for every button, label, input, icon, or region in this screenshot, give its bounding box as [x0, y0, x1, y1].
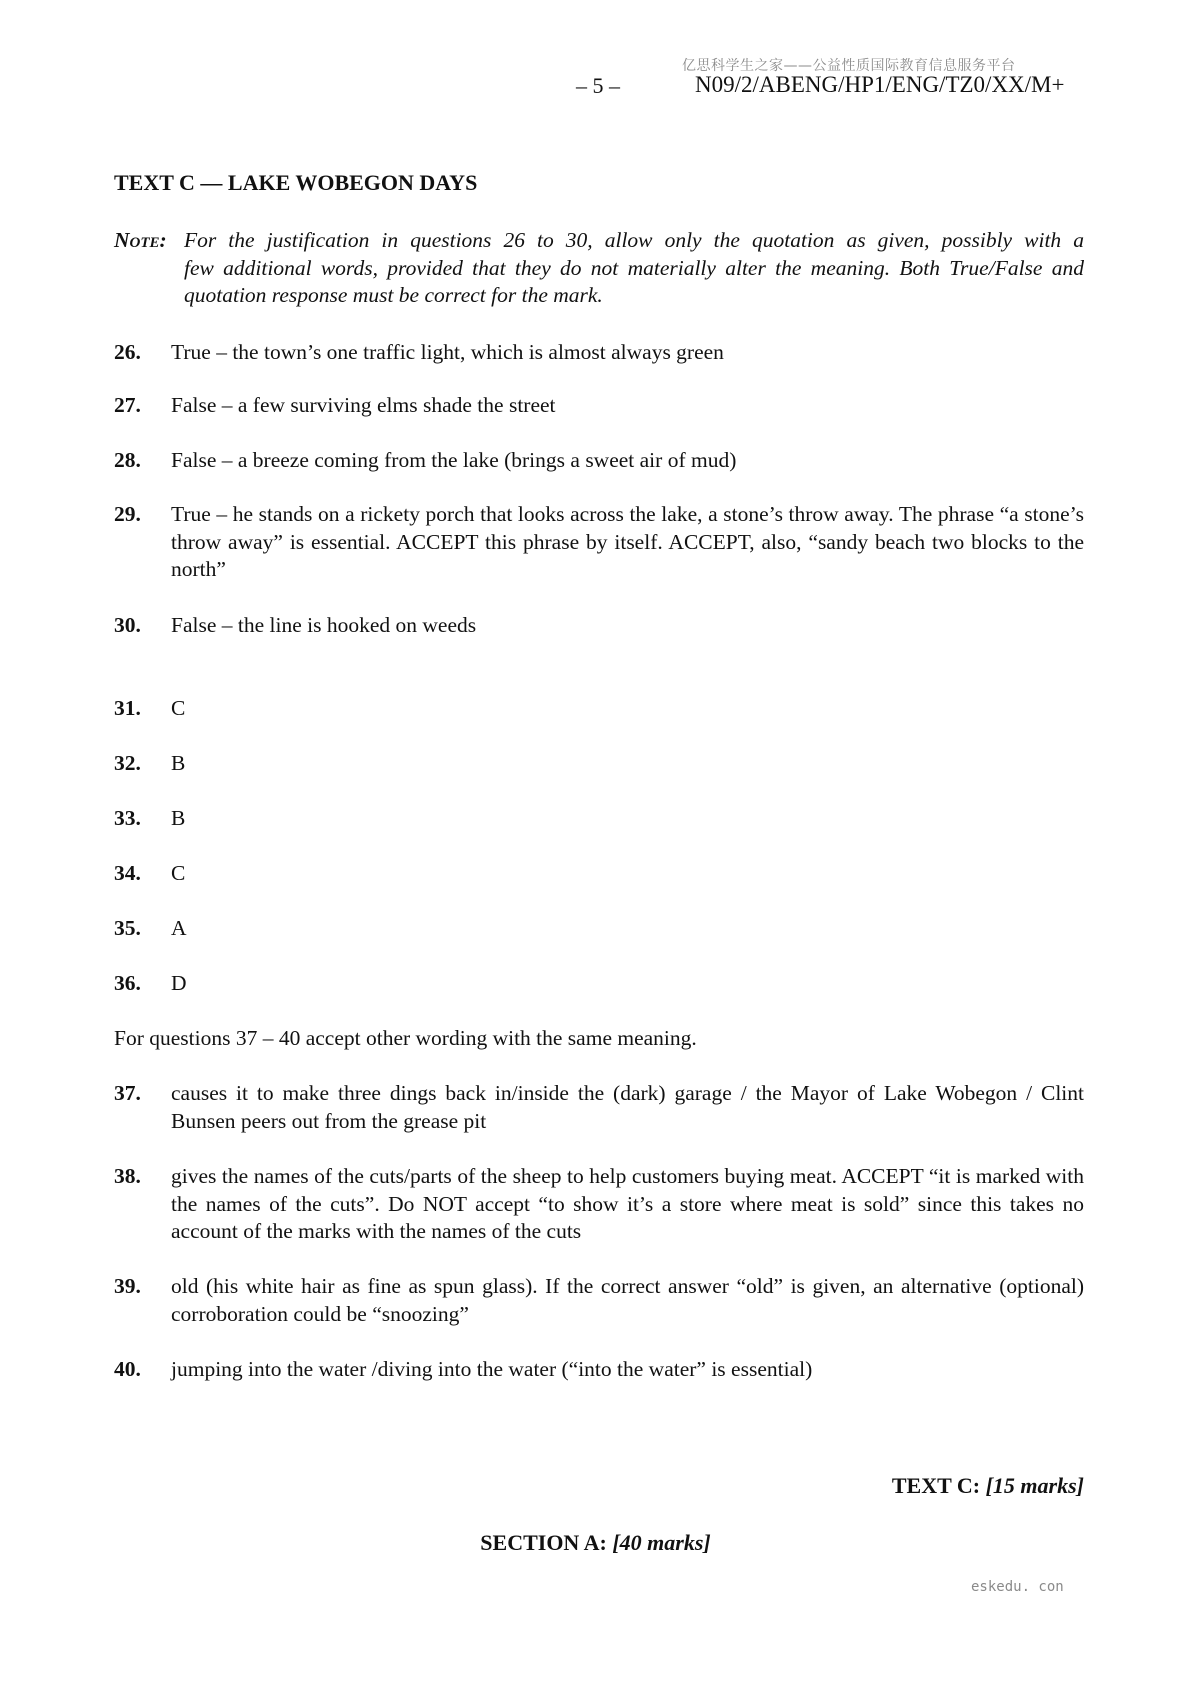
question-number: 31.: [114, 696, 141, 720]
section-heading: TEXT C — LAKE WOBEGON DAYS: [114, 170, 478, 195]
answer-text: B: [171, 751, 186, 775]
answer-text: B: [171, 806, 186, 830]
marking-note: [114, 227, 1084, 310]
answer-text: False – the line is hooked on weeds: [171, 613, 477, 637]
question-number: 40.: [114, 1357, 141, 1381]
answer-item: [114, 860, 1084, 888]
answer-item: [114, 339, 1084, 367]
text-c-label: TEXT C:: [891, 1473, 981, 1498]
answer-item: [114, 1080, 1084, 1135]
question-number: 26.: [114, 340, 141, 364]
answer-text: C: [171, 696, 186, 720]
answer-item: [114, 915, 1084, 943]
page-number: – 5 –: [576, 73, 620, 98]
answer-text: jumping into the water /diving into the water (“into the water” is essential): [171, 1357, 813, 1381]
question-number: 33.: [114, 806, 141, 830]
instruction-text: For questions 37 – 40 accept other wording with the same meaning.: [114, 1026, 697, 1050]
answer-text: False – a few surviving elms shade the street: [171, 393, 556, 417]
text-c-marks-value: [15 marks]: [985, 1473, 1084, 1498]
question-number: 39.: [114, 1274, 141, 1298]
question-number: 29.: [114, 502, 141, 526]
text-c-marks: [892, 1473, 1084, 1499]
question-number: 30.: [114, 613, 141, 637]
answer-text: C: [171, 861, 186, 885]
answer-text: True – he stands on a rickety porch that looks across the lake, a stone’s throw away. The phrase “a stone’s throw away” is essential. ACCEPT this phrase by itself. ACCEPT, also, “sandy beach two blocks to the north”: [171, 502, 1084, 581]
question-number: 27.: [114, 393, 141, 417]
note-line-1: For the justification in questions 26 to 30, allow only the quotation as given, possibly with a: [184, 228, 1084, 252]
answer-item: [114, 1163, 1084, 1246]
question-number: 34.: [114, 861, 141, 885]
answer-item: [114, 447, 1084, 475]
answer-text: False – a breeze coming from the lake (brings a sweet air of mud): [171, 448, 737, 472]
note-continuation: few additional words, provided that they do not materially alter the meaning. Both True/False and quotation response must be correct for the mark.: [184, 255, 1084, 307]
question-number: 35.: [114, 916, 141, 940]
answer-item: [114, 695, 1084, 723]
question-number: 37.: [114, 1081, 141, 1105]
section-a-label: SECTION A:: [480, 1530, 607, 1555]
answer-item: [114, 612, 1084, 640]
answer-text: gives the names of the cuts/parts of the sheep to help customers buying meat. ACCEPT “it is marked with the names of the cuts”. Do NOT accept “to show it’s a store where meat is sold” since this takes no account of the marks with the names of the cuts: [171, 1164, 1084, 1243]
answer-item: [114, 392, 1084, 420]
answer-item: [114, 1356, 1084, 1384]
answer-item: [114, 750, 1084, 778]
watermark-header: 亿思科学生之家——公益性质国际教育信息服务平台: [682, 58, 1016, 74]
answer-item: [114, 970, 1084, 998]
watermark-footer: eskedu. con: [971, 1579, 1064, 1595]
answer-text: A: [171, 916, 187, 940]
question-number: 36.: [114, 971, 141, 995]
answer-text: causes it to make three dings back in/inside the (dark) garage / the Mayor of Lake Wobegon / Clint Bunsen peers out from the grease pit: [171, 1081, 1084, 1133]
document-code: N09/2/ABENG/HP1/ENG/TZ0/XX/M+: [695, 72, 1065, 97]
answer-item: [114, 501, 1084, 584]
answer-item: [114, 805, 1084, 833]
answer-text: old (his white hair as fine as spun glass). If the correct answer “old” is given, an alternative (optional) corroboration could be “snoozing”: [171, 1274, 1084, 1326]
note-label: Note:: [114, 228, 167, 252]
section-a-marks-value: [40 marks]: [612, 1530, 711, 1555]
section-a-marks: [0, 1530, 1191, 1556]
answer-text: D: [171, 971, 187, 995]
question-number: 38.: [114, 1164, 141, 1188]
answer-text: True – the town’s one traffic light, which is almost always green: [171, 340, 724, 364]
answer-item: [114, 1273, 1084, 1328]
question-number: 28.: [114, 448, 141, 472]
question-number: 32.: [114, 751, 141, 775]
